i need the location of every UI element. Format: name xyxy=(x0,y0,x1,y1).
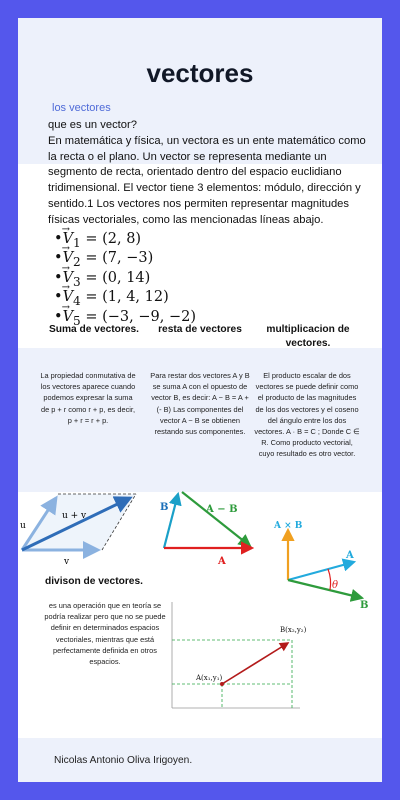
resta-text: Para restar dos vectores A y B se suma A con el opuesto de vector B, es decir: A − B = A + (- B) Las componentes del vector A − B se obtienen restando sus componentes. xyxy=(150,371,250,437)
label-A: A xyxy=(346,550,354,561)
multi-heading: multiplicacion de vectores. xyxy=(266,324,350,349)
multi-diagram xyxy=(266,500,376,611)
suma-heading: Suma de vectores. xyxy=(48,324,140,335)
page-title: vectores xyxy=(146,58,254,88)
suma-diagram xyxy=(18,478,148,567)
vector-item: •→ $V_4 = (1$, 4, 12) xyxy=(54,290,196,309)
division-text: es una operación que en teoría se podría realizar pero que no se puede definir en determinados espacios vectoriales, mientras que está perfectamente definida en otros espacios. xyxy=(44,601,166,667)
multi-text: El producto escalar de dos vectores se puede definir como el producto de las magnitudes de los dos vectores y el coseno del ángulo entre los dos vectores. A · B = C ; Donde C ∈ R. Como producto vectorial, cuyo resultado es otro vector. xyxy=(254,371,360,459)
label-A: A xyxy=(218,556,226,567)
vector-item: •→ $V_5 = (-3$, −9, −2) xyxy=(54,310,196,329)
vector-item: •→ $V_3 = (0$, 14) xyxy=(54,271,196,290)
poster-page xyxy=(18,18,382,782)
label-B: B xyxy=(160,502,169,513)
label-A-minus-B: A − B xyxy=(206,504,238,515)
label-v: v xyxy=(64,557,70,567)
label-A-cross-B: A × B xyxy=(274,521,303,531)
vector-item: •→ $V_2 = (7$, −3) xyxy=(54,251,196,270)
author-footer: Nicolas Antonio Oliva Irigoyen. xyxy=(54,755,193,766)
vector-item: •→ $V_1 = (2$, 8) xyxy=(54,232,196,251)
resta-diagram xyxy=(158,478,268,567)
label-B: B xyxy=(360,600,369,611)
label-theta: θ xyxy=(332,580,339,591)
division-heading: divison de vectores. xyxy=(45,576,143,587)
suma-text: La propiedad conmutativa de los vectores aparece cuando podemos expresar la suma de p + r como r + p, es decir, p + r = r + p. xyxy=(40,371,136,425)
vector-list xyxy=(54,232,196,329)
label-point-A: A(x₁,y₁) xyxy=(196,674,223,682)
label-u: u xyxy=(20,521,26,531)
resta-heading: resta de vectores xyxy=(158,324,242,335)
intro-question: que es un vector? xyxy=(48,119,137,131)
label-point-B: B(x₂,y₂) xyxy=(280,626,307,634)
subtitle: los vectores xyxy=(52,102,111,114)
intro-text xyxy=(48,118,370,229)
intro-paragraph: En matemática y física, un vectora es un ente matemático como la recta o el plano. Un vector se representa mediante un segmento de recta, orientado dentro del espacio euclidiano tridimensional. El vector tiene 3 elementos: módulo, dirección y sentido.1 Los vectores nos permiten representar magnitudes físicas vectoriales, como las mencionadas líneas abajo. xyxy=(48,134,366,226)
label-u-plus-v: u + v xyxy=(62,511,87,521)
division-diagram xyxy=(166,596,306,716)
